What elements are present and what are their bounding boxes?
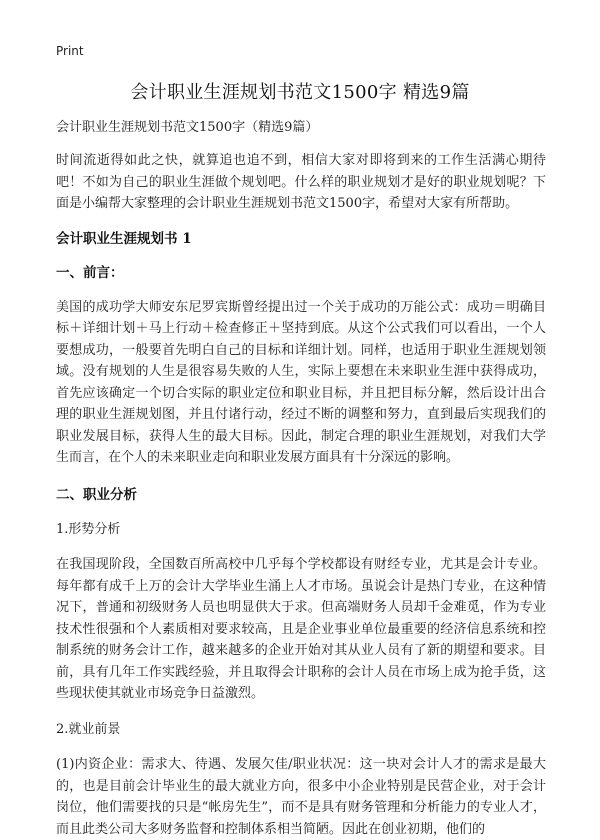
section-heading-plan-1: 会计职业生涯规划书 1: [56, 230, 192, 247]
spacer: [56, 740, 546, 754]
spacer: [56, 540, 546, 554]
intro-paragraph: 时间流逝得如此之快，就算追也追不到，相信大家对即将到来的工作生活满心期待吧！不如为自己的职业生涯做个规划吧。什么样的职业规划才是好的职业规划呢？下面是小编帮大家整理的会计职业生涯规划书范文1500字，希望对大家有所帮助。: [56, 153, 546, 211]
spacer: [56, 705, 546, 719]
spacer: [56, 249, 546, 263]
spacer: [56, 505, 546, 519]
preface-paragraph: 美国的成功学大师安东尼罗宾斯曾经提出过一个关于成功的万能公式：成功＝明确目标＋详细计划＋马上行动＋检查修正＋坚持到底。从这个公式我们可以看出，一个人要想成功，一般要首先明白自己的目标和详细计划。同样，也适用于职业生涯规划领域。没有规划的人生是很容易失败的人生，实际上要想在未来职业生涯中获得成功，首先应该确定一个切合实际的职业定位和职业目标，并且把目标分解，然后设计出合理的职业生涯规划图，并且付诸行动，经过不断的调整和努力，直到最后实现我们的职业发展目标，获得人生的最大目标。因此，制定合理的职业生涯规划，对我们大学生而言，在个人的未来职业走向和职业发展方面具有十分深远的影响。: [56, 299, 546, 465]
print-link[interactable]: Print: [56, 44, 84, 58]
preface-heading: 一、前言：: [56, 264, 124, 281]
analysis-heading: 二、职业分析: [56, 486, 137, 503]
spacer: [56, 215, 546, 229]
trend-subheading: 1.形势分析: [56, 521, 121, 537]
document-subtitle: 会计职业生涯规划书范文1500字（精选9篇）: [56, 120, 319, 135]
document-body: [56, 118, 546, 840]
prospect-subheading: 2.就业前景: [56, 721, 121, 737]
trend-paragraph: 在我国现阶段，全国数百所高校中几乎每个学校都设有财经专业，尤其是会计专业。每年都有成千上万的会计大学毕业生涌上人才市场。虽说会计是热门专业，在这种情况下，普通和初级财务人员也明显供大于求。但高端财务人员却千金难觅，作为专业技术性很强和个人素质相对要求较高，且是企业事业单位最重要的经济信息系统和控制系统的财务会计工作，越来越多的企业开始对其从业人员有了新的期望和要求。目前，具有几年工作实践经验，并且取得会计职称的会计人员在市场上成为抢手货，这些现状使其就业市场竞争日益激烈。: [56, 557, 546, 701]
spacer: [56, 283, 546, 297]
prospect-paragraph: (1)内资企业：需求大、待遇、发展欠佳/职业状况：这一块对会计人才的需求是最大的，也是目前会计毕业生的最大就业方向，很多中小企业特别是民营企业，对于会计岗位，他们需要找的只是“帐房先生”，而不是具有财务管理和分析能力的专业人才，而且此类公司大多财务监督和控制体系相当简陋。因此在创业初期，他们的: [56, 757, 546, 837]
document-title: 会计职业生涯规划书范文1500字 精选9篇: [130, 82, 470, 103]
spacer: [56, 469, 546, 485]
